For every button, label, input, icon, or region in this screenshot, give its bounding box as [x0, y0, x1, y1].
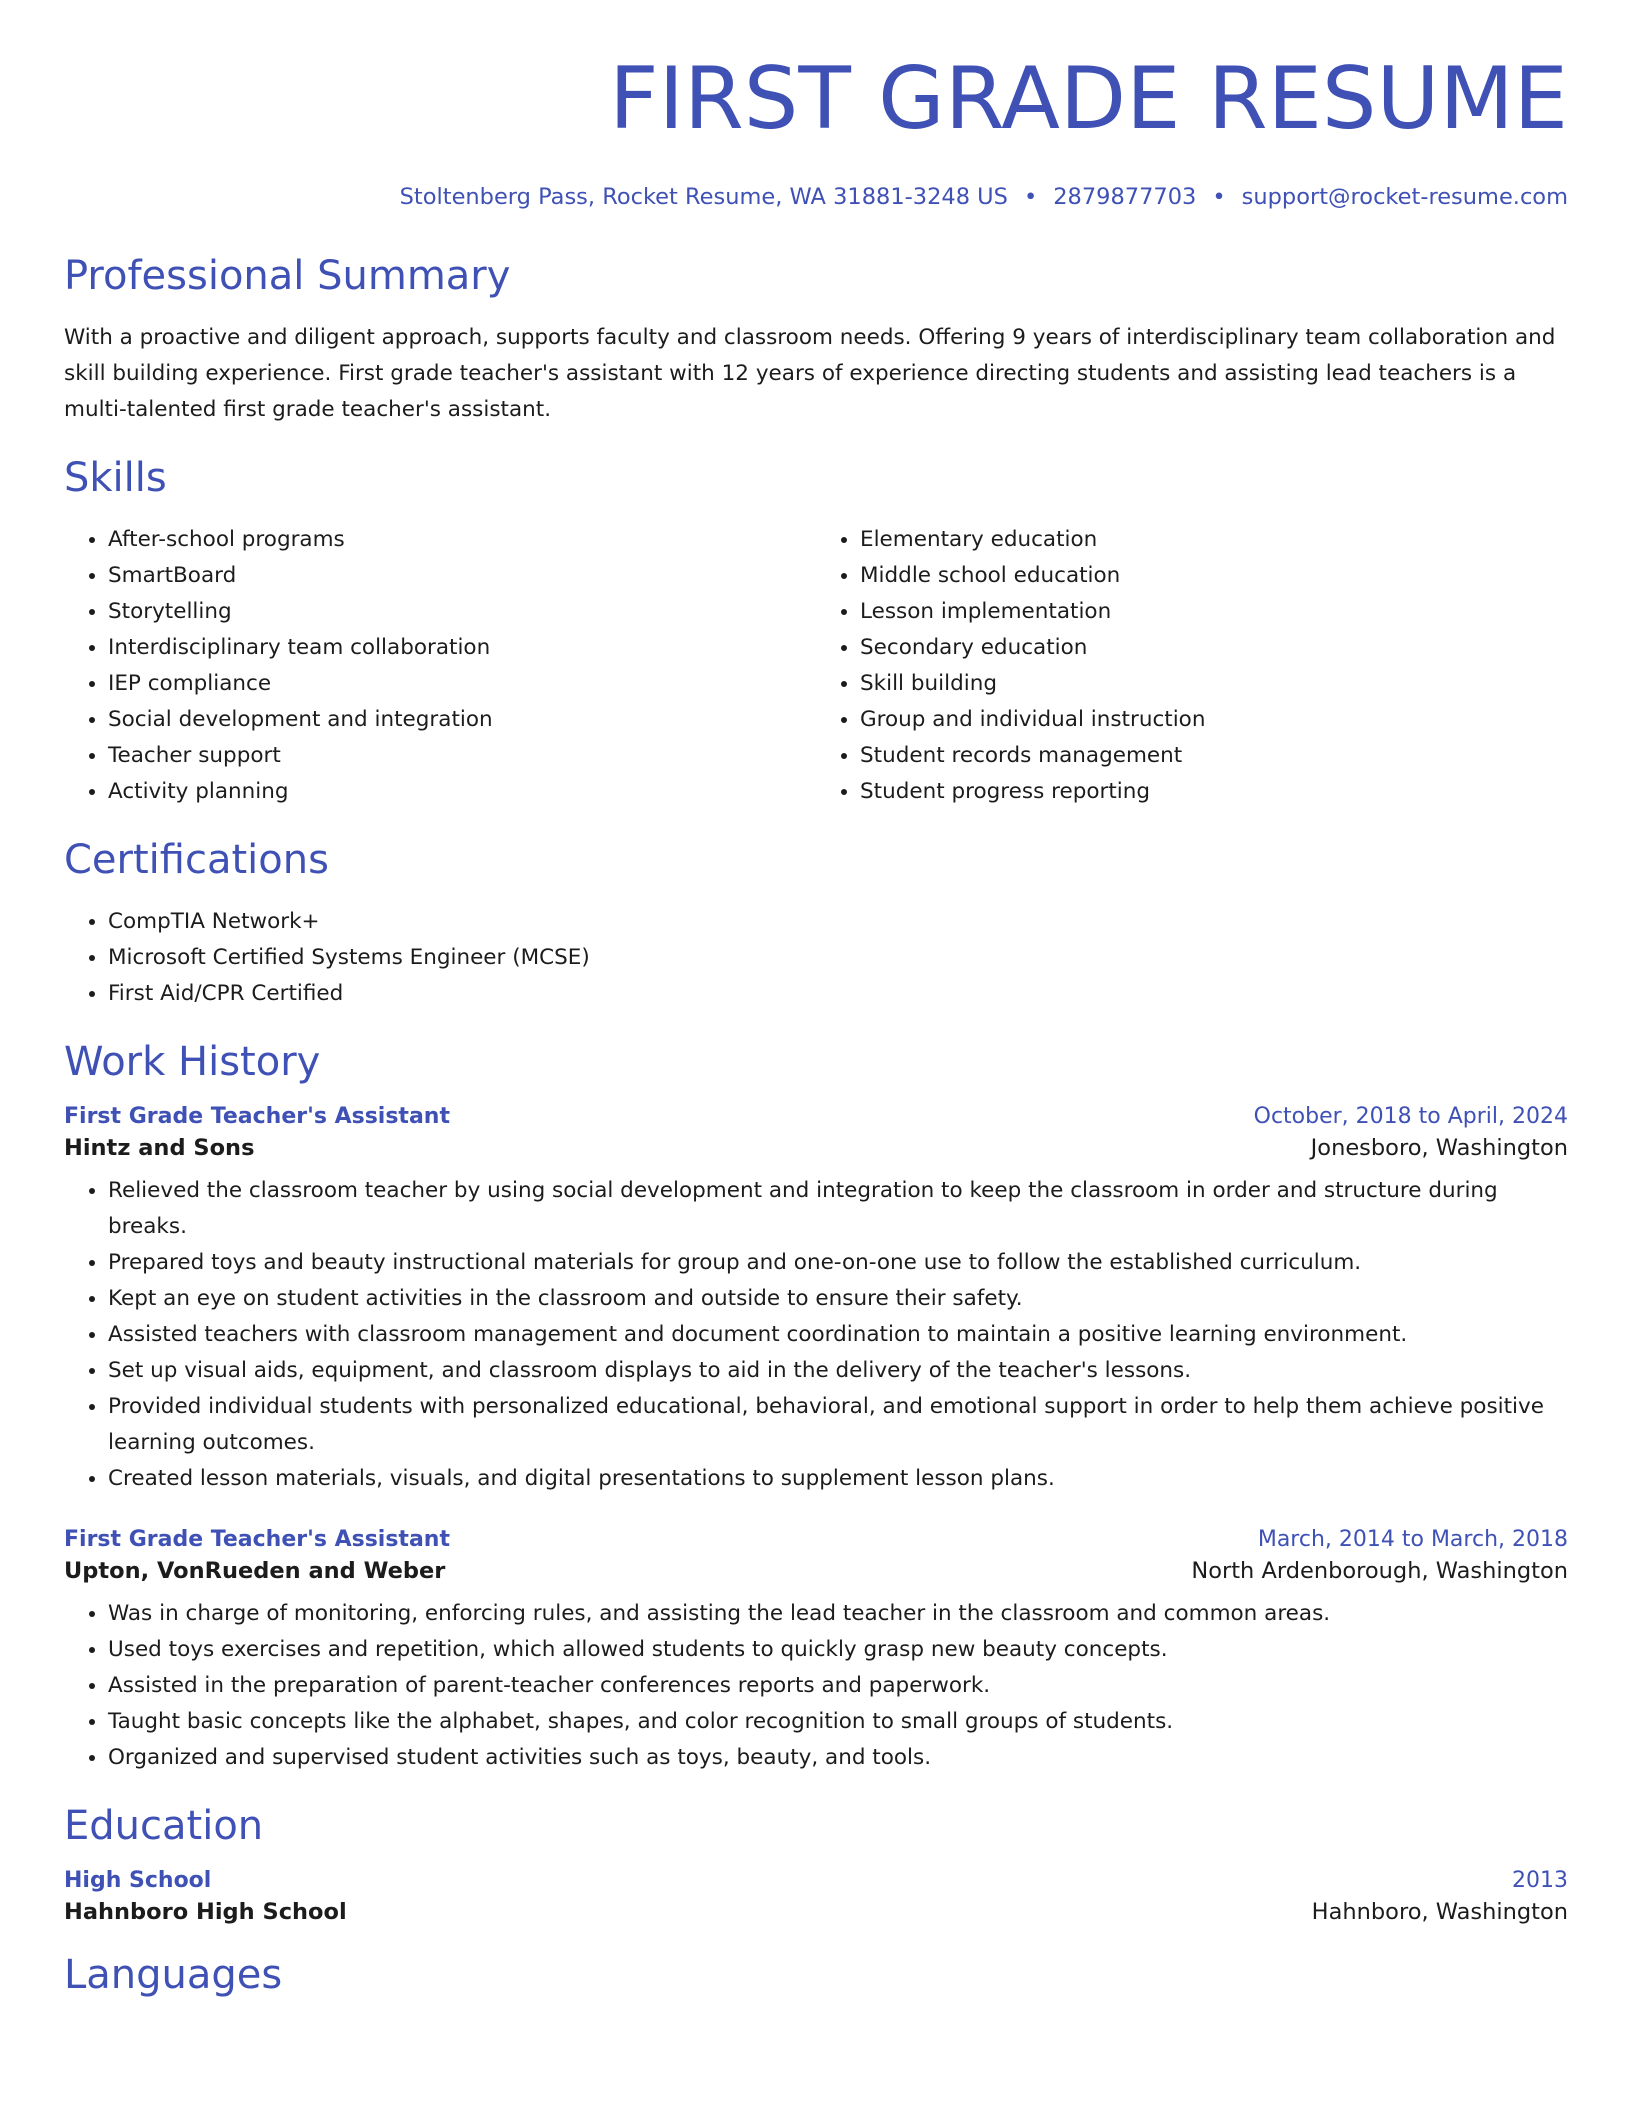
job-location: Jonesboro, Washington — [1310, 1135, 1568, 1161]
section-title-languages: Languages — [64, 1952, 283, 1998]
bullet-separator: • — [1023, 184, 1038, 210]
education-year: 2013 — [1512, 1868, 1568, 1893]
job-bullet: • Prepared toys and beauty instructional materials for group and one-on-one use to follow the established curriculum. — [108, 1245, 1568, 1281]
skill-item: • After-school programs — [108, 522, 816, 558]
skill-item: • Student progress reporting — [860, 774, 1568, 810]
contact-line — [64, 184, 1568, 210]
skill-item: • Secondary education — [860, 630, 1568, 666]
resume-header — [64, 0, 1568, 210]
skill-item: • SmartBoard — [108, 558, 816, 594]
languages-section — [64, 1951, 1568, 1999]
skills-right-list — [816, 522, 1568, 810]
job-bullet: • Organized and supervised student activities such as toys, beauty, and tools. — [108, 1740, 1568, 1776]
job-header — [64, 1104, 1568, 1129]
skill-item: • Storytelling — [108, 594, 816, 630]
contact-phone: 2879877703 — [1053, 184, 1197, 210]
job-employer: Hintz and Sons — [64, 1135, 255, 1161]
resume-title: FIRST GRADE RESUME — [609, 49, 1568, 149]
job-bullet: • Taught basic concepts like the alphabet, shapes, and color recognition to small groups of students. — [108, 1704, 1568, 1740]
skills-section — [64, 454, 1568, 810]
work-history-section — [64, 1038, 1568, 1776]
education-header — [64, 1868, 1568, 1893]
education-school: Hahnboro High School — [64, 1899, 347, 1925]
skill-item: • Elementary education — [860, 522, 1568, 558]
summary-text: With a proactive and diligent approach, supports faculty and classroom needs. Offering 9 years of interdisciplinary team collaboration and skill building experience. First grade teacher's assistant with 12 years of experience directing students and assisting lead teachers is a multi-talented first grade teacher's assistant. — [64, 325, 1556, 422]
education-location: Hahnboro, Washington — [1311, 1899, 1568, 1925]
skill-item: • Student records management — [860, 738, 1568, 774]
job-dates: March, 2014 to March, 2018 — [1257, 1527, 1568, 1552]
job-bullet: • Provided individual students with personalized educational, behavioral, and emotional support in order to help them achieve positive learning outcomes. — [108, 1389, 1568, 1461]
certifications-section — [64, 836, 1568, 1012]
job-title: First Grade Teacher's Assistant — [64, 1527, 450, 1552]
bullet-separator: • — [1212, 184, 1226, 210]
skill-item: • Skill building — [860, 666, 1568, 702]
job-bullet: • Was in charge of monitoring, enforcing rules, and assisting the lead teacher in the classroom and common areas. — [108, 1596, 1568, 1632]
section-title-education: Education — [64, 1803, 264, 1849]
section-title-certifications: Certifications — [64, 837, 329, 883]
section-title-work: Work History — [64, 1039, 321, 1085]
job-bullet: • Relieved the classroom teacher by using social development and integration to keep the classroom in order and structure during breaks. — [108, 1173, 1568, 1245]
job-entry — [64, 1527, 1568, 1776]
education-subheader — [64, 1899, 1568, 1925]
job-location: North Ardenborough, Washington — [1191, 1558, 1568, 1584]
job-bullet: • Assisted in the preparation of parent-teacher conferences reports and paperwork. — [108, 1668, 1568, 1704]
skill-item: • Group and individual instruction — [860, 702, 1568, 738]
section-title-summary: Professional Summary — [64, 253, 511, 299]
education-section — [64, 1802, 1568, 1925]
job-bullet: • Used toys exercises and repetition, which allowed students to quickly grasp new beauty concepts. — [108, 1632, 1568, 1668]
certification-item: • CompTIA Network+ — [108, 904, 1568, 940]
job-bullet: • Kept an eye on student activities in the classroom and outside to ensure their safety. — [108, 1281, 1568, 1317]
certification-item: • Microsoft Certified Systems Engineer (MCSE) — [108, 940, 1568, 976]
job-bullet: • Set up visual aids, equipment, and classroom displays to aid in the delivery of the teacher's lessons. — [108, 1353, 1568, 1389]
job-title: First Grade Teacher's Assistant — [64, 1104, 450, 1129]
job-subheader — [64, 1135, 1568, 1161]
job-subheader — [64, 1558, 1568, 1584]
skills-left-list — [64, 522, 816, 810]
contact-address: Stoltenberg Pass, Rocket Resume, WA 31881-3248 US — [399, 184, 1008, 210]
contact-email[interactable]: support@rocket-resume.com — [1241, 184, 1568, 210]
certifications-list — [64, 904, 1568, 1012]
job-header — [64, 1527, 1568, 1552]
summary-section — [64, 252, 1568, 428]
education-degree: High School — [64, 1868, 212, 1893]
skill-item: • Interdisciplinary team collaboration — [108, 630, 816, 666]
certification-item: • First Aid/CPR Certified — [108, 976, 1568, 1012]
job-dates: October, 2018 to April, 2024 — [1253, 1104, 1568, 1129]
skill-item: • Social development and integration — [108, 702, 816, 738]
skills-columns — [64, 522, 1568, 810]
job-employer: Upton, VonRueden and Weber — [64, 1558, 446, 1584]
job-bullet: • Created lesson materials, visuals, and digital presentations to supplement lesson plans. — [108, 1461, 1568, 1497]
skill-item: • IEP compliance — [108, 666, 816, 702]
job-bullets — [64, 1173, 1568, 1497]
skill-item: • Middle school education — [860, 558, 1568, 594]
skill-item: • Lesson implementation — [860, 594, 1568, 630]
job-entry — [64, 1104, 1568, 1497]
skill-item: • Activity planning — [108, 774, 816, 810]
job-bullets — [64, 1596, 1568, 1776]
job-bullet: • Assisted teachers with classroom management and document coordination to maintain a positive learning environment. — [108, 1317, 1568, 1353]
section-title-skills: Skills — [64, 455, 167, 501]
skill-item: • Teacher support — [108, 738, 816, 774]
